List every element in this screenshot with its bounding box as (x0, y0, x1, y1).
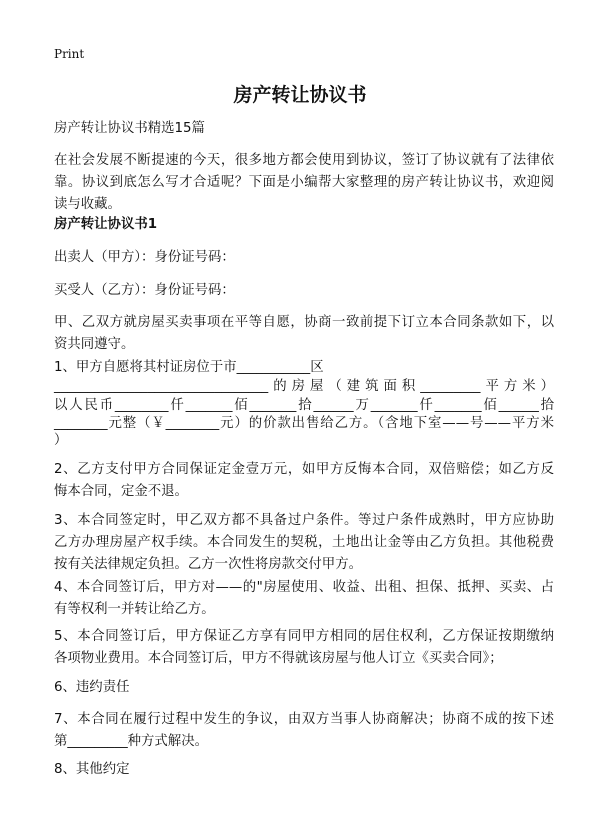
clause-line: 各项物业费用。本合同签订后，甲方不得就该房屋与他人订立《买卖合同》； (54, 651, 503, 666)
preamble-line: 甲、乙双方就房屋买卖事项在平等自愿，协商一致前提下订立本合同条款如下，以 (54, 315, 554, 330)
document-title: 房产转让协议书 (233, 84, 367, 106)
clause-line: ） (54, 433, 68, 448)
clause-line: 乙方办理房屋产权手续。本合同发生的契税，土地出让金等由乙方负担。其他税费 (54, 535, 554, 550)
clause-line: 按有关法律规定负担。乙方一次性将房款交付甲方。 (54, 557, 362, 572)
clause-line: 以人民币________仟_______佰_______拾______万_______仟_______佰______拾 (54, 398, 554, 413)
preamble-line: 资共同遵守。 (54, 337, 135, 352)
clause-line: ________________________________的房屋（建筑面积_________平方米） (54, 379, 554, 394)
clause-line: 第_________种方式解决。 (54, 734, 208, 749)
intro-line: 在社会发展不断提速的今天，很多地方都会使用到协议，签订了协议就有了法律依 (54, 153, 554, 168)
clause-line: 2、乙方支付甲方合同保证定金壹万元，如甲方反悔本合同，双倍赔偿；如乙方反 (54, 462, 554, 477)
clause-line: 5、本合同签订后，甲方保证乙方享有同甲方相同的居住权利，乙方保证按期缴纳 (54, 629, 554, 644)
clause-line: 悔本合同，定金不退。 (54, 484, 188, 499)
clause-8: 8、其他约定 (54, 762, 130, 777)
clause-line: 1、甲方自愿将其村证房位于市___________区 (54, 360, 324, 375)
clause-line: 3、本合同签定时，甲乙双方都不具备过户条件。等过户条件成熟时，甲方应协助 (54, 513, 554, 528)
seller-line: 出卖人（甲方）：身份证号码： (54, 250, 235, 265)
clause-line: 有等权利一并转让给乙方。 (54, 602, 215, 617)
subtitle: 房产转让协议书精选15篇 (54, 121, 205, 136)
clause-line: 4、本合同签订后，甲方对——的"房屋使用、收益、出租、担保、抵押、买卖、占 (54, 580, 554, 595)
intro-line: 读与收藏。 (54, 197, 121, 212)
clause-6: 6、违约责任 (54, 680, 130, 695)
clause-line: 7、本合同在履行过程中发生的争议，由双方当事人协商解决；协商不成的按下述 (54, 712, 554, 727)
section-heading: 房产转让协议书1 (54, 217, 158, 232)
print-link[interactable]: Print (54, 47, 85, 61)
intro-line: 靠。协议到底怎么写才合适呢？下面是小编帮大家整理的房产转让协议书，欢迎阅 (54, 175, 554, 190)
buyer-line: 买受人（乙方）：身份证号码： (54, 283, 235, 298)
clause-line: ________元整（￥________元）的价款出售给乙方。（含地下室——号——平方米 (54, 416, 554, 431)
